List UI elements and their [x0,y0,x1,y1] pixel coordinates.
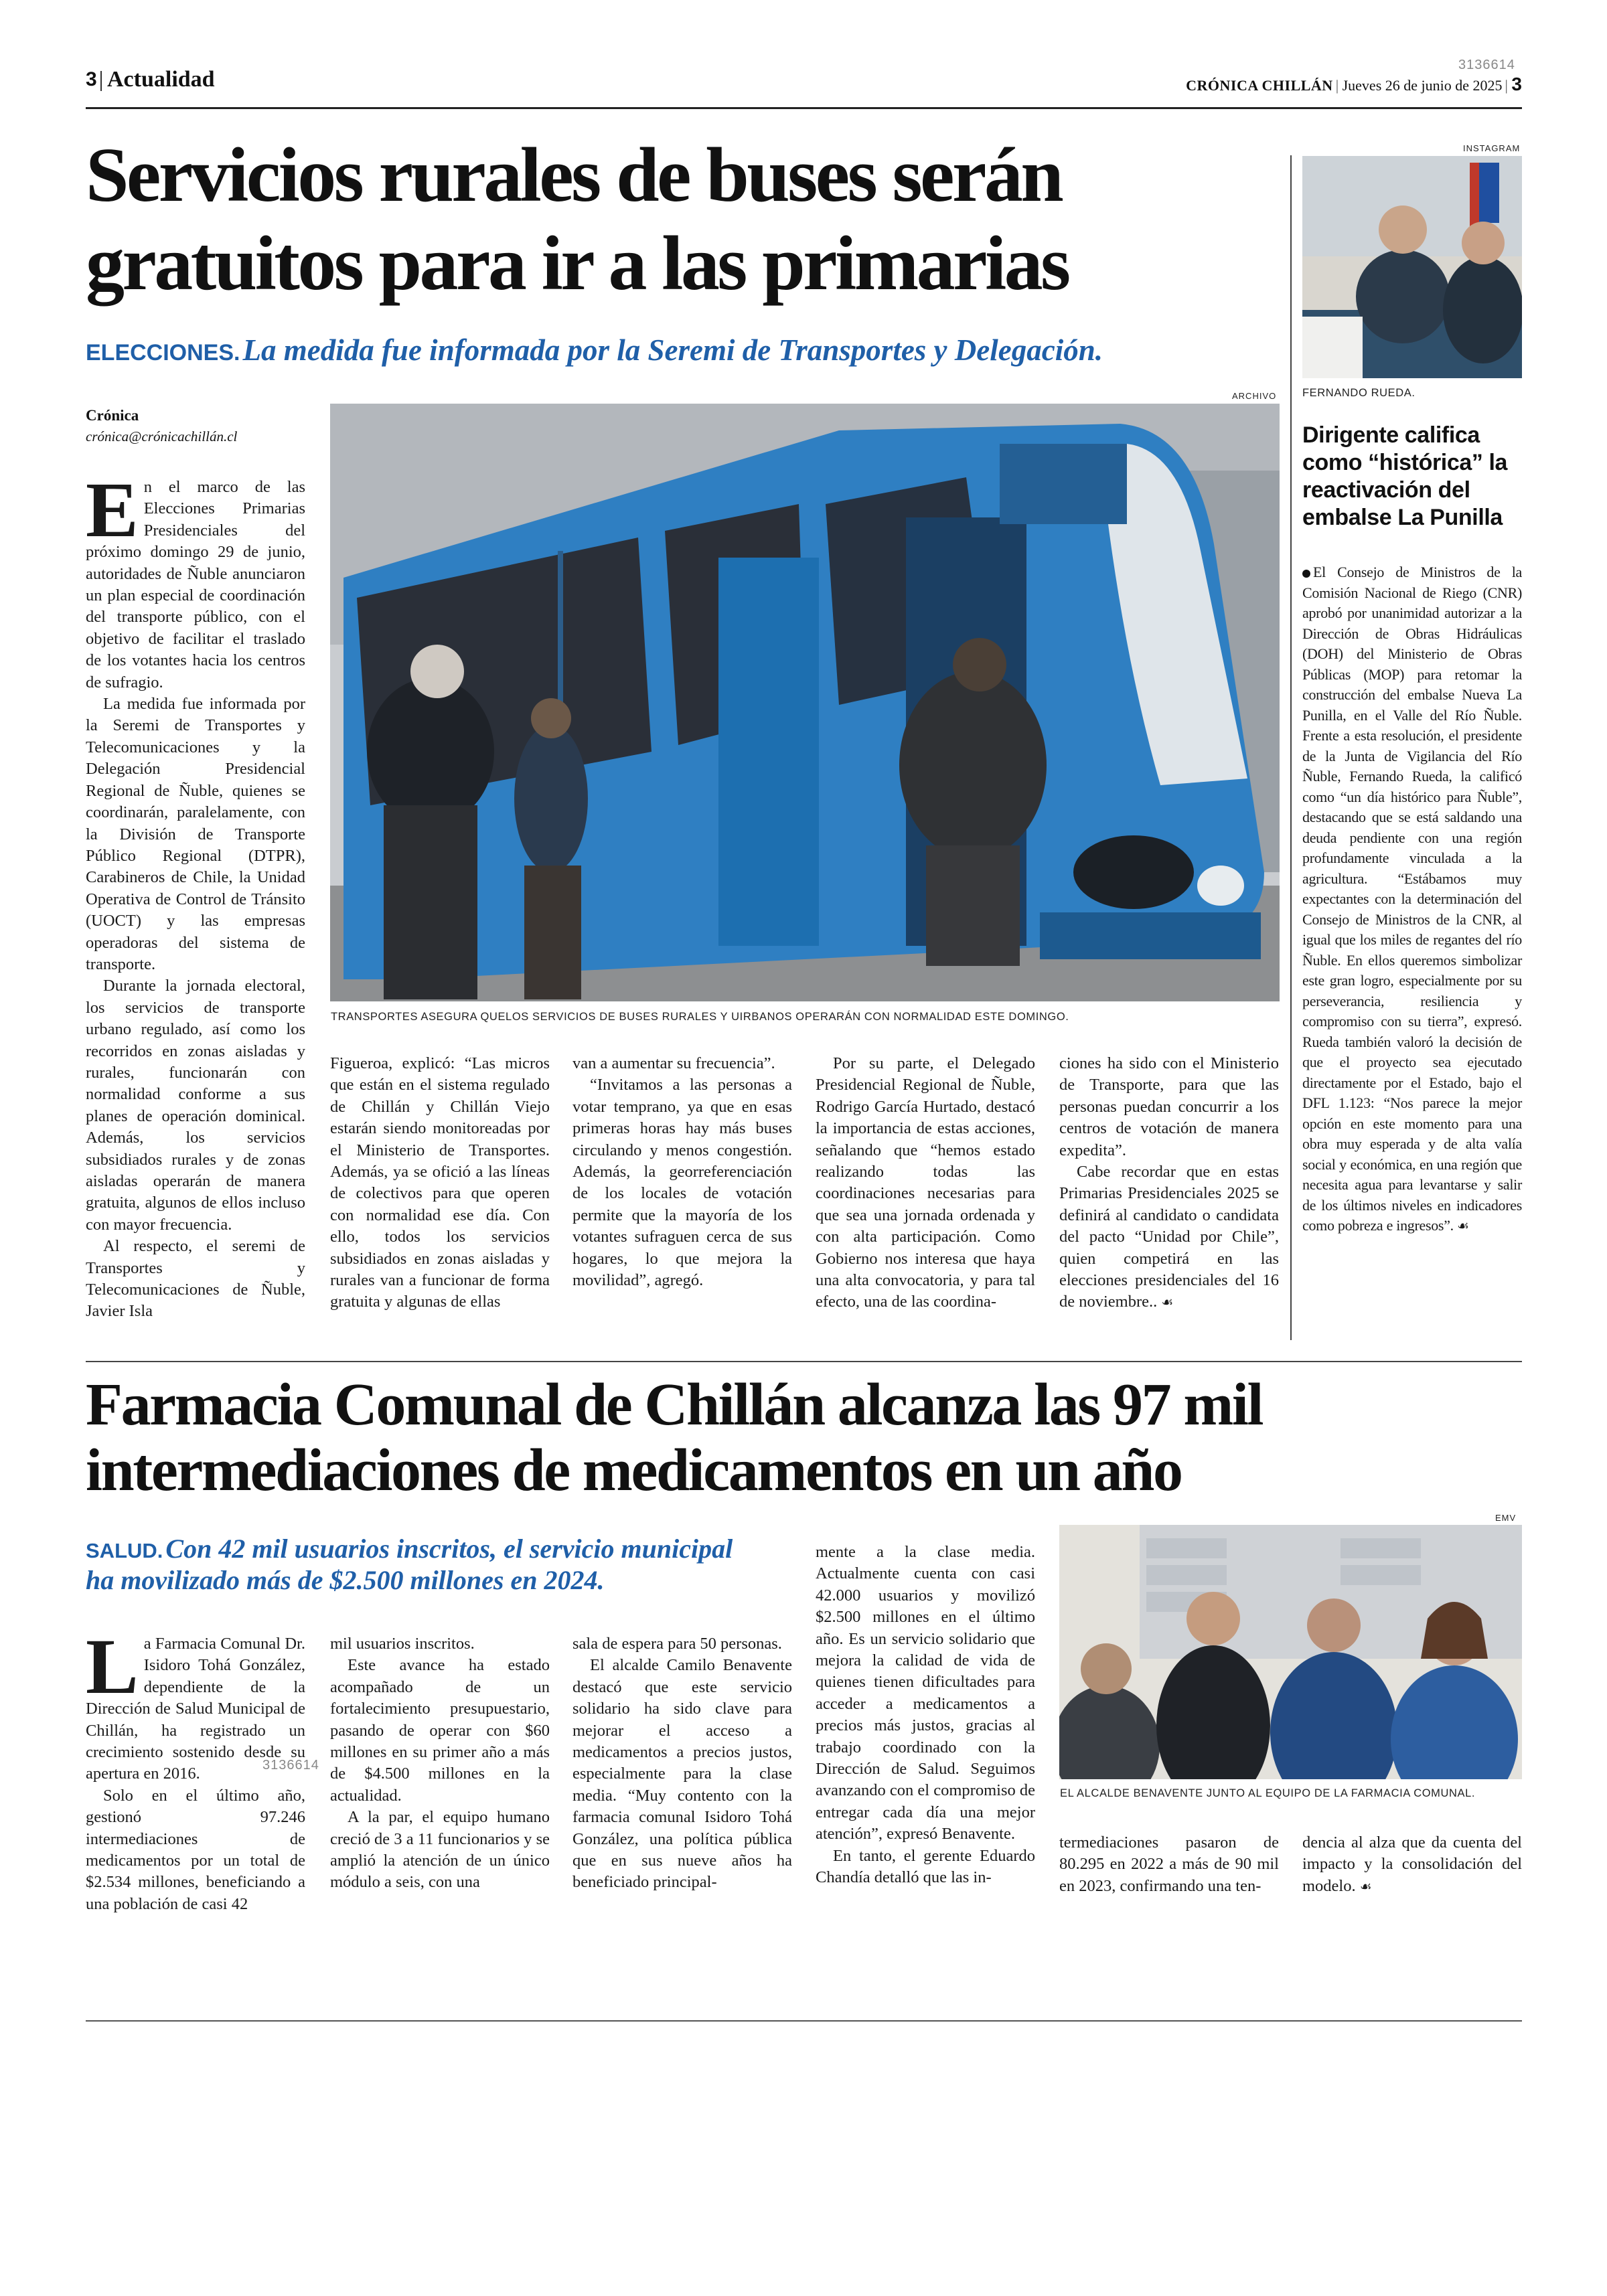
section-divider-rule [86,1361,1522,1362]
article2-col3 [572,1633,792,1894]
article2-col2-p2: Este avance ha estado acompañado de un fortalecimiento presupuestario, pasando de operar con $60 millones en su primer año a más de $4.500 millones en la actualidad. [330,1656,550,1805]
header-sep: | [1335,77,1343,94]
end-of-article-icon: ☙ [1359,1878,1372,1894]
byline-name: Crónica [86,407,139,424]
article1-headline-line1: Servicios rurales de buses serán [86,133,1062,218]
article2-col3-p2: El alcalde Camilo Benavente destacó que este servicio solidario ha sido clave para mejorar el acceso a medicamentos a precios justos, especialmente para la clase media. “Muy contento con la farmacia comunal Isidoro Tohá González, una política pública que en sus nueve años ha beneficiado principal- [572,1656,792,1892]
pharmacy-photo-caption: EL ALCALDE BENAVENTE JUNTO AL EQUIPO DE LA FARMACIA COMUNAL. [1060,1787,1476,1799]
article2-col6-p1: dencia al alza que da cuenta del impacto y la consolidación del modelo. ☙ [1302,1833,1522,1895]
bus-photo-credit: ARCHIVO [1232,391,1277,401]
sidebar-body [1302,562,1522,1236]
header-right [1186,74,1522,95]
sidebar-headline: Dirigente califica como “histórica” la reactivación del embalse La Punilla [1302,422,1508,530]
article1-col4 [816,1053,1035,1313]
article1-col5-p2: Cabe recordar que en estas Primarias Presidenciales 2025 se definirá al candidato o candidata del pacto “Unidad por Chile”, quien competirá en las elecciones presidenciales del 16 de noviembre.. ☙ [1059,1163,1279,1311]
article2-headline-line1: Farmacia Comunal de Chillán alcanza las 97 mil [86,1372,1263,1438]
article1-col3-p1: van a aumentar su frecuencia”. [572,1054,775,1072]
article1-col3-p2: “Invitamos a las personas a votar temprano, ya que en esas primeras horas hay más buses circulando y menos congestión. Además, la georreferenciación de los locales de votación permite que la mayoría de los votantes sufraguen cerca de sus hogares, lo que mejora la movilidad”, agregó. [572,1076,792,1290]
article2-p2: Solo en el último año, gestionó 97.246 intermediaciones de medicamentos por un total de $2.534 millones, beneficiando a una población de casi 42 [86,1786,305,1913]
article2-col5-p1: termediaciones pasaron de 80.295 en 2022 a más de 90 mil en 2023, confirmando una ten- [1059,1833,1279,1895]
article1-p2: La medida fue informada por la Seremi de Transportes y Telecomunicaciones y la Delegación Presidencial Regional de Ñuble, quienes se coordinarán, paralelamente, con la División de Transporte Público Regional (DTPR), Carabineros de Chile, la Unidad Operativa de Control de Tránsito (UOCT) y las empresas operadoras del sistema de transporte. [86,695,305,973]
section-name: Actualidad [107,67,215,92]
article1-col1 [86,466,305,1323]
article2-kicker: SALUD. [86,1539,163,1562]
article2-col2-p1: mil usuarios inscritos. [330,1635,475,1653]
page-number-left: 3 [86,68,97,90]
header-rule [86,107,1522,109]
pharmacy-image [1059,1525,1522,1779]
page-stamp: 3136614 [262,1758,319,1773]
sidebar-photo-credit: INSTAGRAM [1463,143,1521,153]
article2-col4-p1: mente a la clase media. Actualmente cuenta con casi 42.000 usuarios y movilizó $2.500 millones en el último año. Es un servicio solidario que mejora la calidad de vida de quienes tienen dificultades para acceder a medicamentos a precios más justos, gracias al trabajo coordinado con la Dirección de Salud. Seguimos avanzando con el compromiso de entregar cada día una mejor atención”, expresó Benavente. [816,1543,1035,1843]
drop-cap-e: E [86,466,139,554]
article1-p3: Durante la jornada electoral, los servicios de transporte urbano regulado, así como los recorridos en zonas aisladas y rurales, funcionarán con normalidad conforme a sus planes de operación dominical. Además, los servicios subsidiados rurales y de zonas aisladas operarán de manera gratuita, algunos de ellos incluso con mayor frecuencia. [86,977,305,1234]
pharmacy-photo-credit: EMV [1495,1513,1517,1523]
article1-byline [86,407,287,445]
article1-deck [86,333,1284,367]
article1-col3 [572,1053,792,1291]
bus-image [330,404,1280,1001]
issue-date: Jueves 26 de junio de 2025 [1342,77,1503,94]
article2-deck-line1: Con 42 mil usuarios inscritos, el servicio municipal [165,1534,733,1564]
article1-kicker: ELECCIONES. [86,340,240,365]
bus-photo [330,404,1280,1001]
page-header [86,58,1522,98]
article2-col5 [1059,1832,1279,1897]
header-sep2: | [1505,77,1512,94]
article2-col4-p2: En tanto, el gerente Eduardo Chandía detalló que las in- [816,1846,1035,1887]
sidebar-paragraph: El Consejo de Ministros de la Comisión Nacional de Riego (CNR) aprobó por unanimidad autorizar a la Dirección de Obras Hidráulicas (DOH) del Ministerio de Obras Públicas (MOP) para retomar la construcción del embalse Nueva La Punilla, en el Valle del Río Ñuble. Frente a esta resolución, el presidente de la Junta de Vigilancia del Río Ñuble, Fernando Rueda, la calificó como “un día histórico para Ñuble”, destacando que se está saldando una deuda pendiente con una región profundamente vinculada a la agricultura. “Estábamos muy expectantes con la determinación del Consejo de Ministros de la CNR, al igual que los miles de regantes del río Ñuble. En ellos queremos simbolizar este gran logro, especialmente por su perseverancia, resiliencia y compromiso con su tierra”, expresó. Rueda también valoró la decisión de que el proyecto sea ejecutado directamente por el Estado, bajo el DFL 1.123: “Nos parece la mejor opción en este momento para una obra muy esperada y de alta valía social y económica, en una región que necesita agua para levantarse y salir de los últimos niveles en indicadores como pobreza e ingresos”. ☙ [1302,564,1522,1234]
end-of-article-icon: ☙ [1457,1218,1469,1234]
sidebar-vertical-rule [1290,155,1292,1340]
article2-deck [86,1533,795,1596]
article2-col2-p3: A la par, el equipo humano creció de 3 a 11 funcionarios y se amplió la atención de un único módulo a seis, con una [330,1808,550,1892]
header-stamp: 3136614 [1458,58,1515,72]
article1-col4-p1: Por su parte, el Delegado Presidencial Regional de Ñuble, Rodrigo García Hurtado, destacó la importancia de estas acciones, señalando que “hemos estado realizando todas las coordinaciones necesarias para que sea una jornada ordenada y con alta participación. Como Gobierno nos interesa que haya una alta convocatoria, y para tal efecto, una de las coordina- [816,1054,1035,1311]
article1-col2 [330,1053,550,1313]
article2-col1 [86,1623,305,1915]
article1-col2-text: Figueroa, explicó: “Las micros que están en el sistema regulado de Chillán y Chillán Viejo estarán siendo monitoreadas por el Ministerio de Transportes. Además, ya se ofició a las líneas de colectivos para que operen con normalidad ese día. Con ello, todos los servicios subsidiados en zonas aisladas y rurales van a funcionar de forma gratuita y algunas de ellas [330,1054,550,1311]
article2-deck-line1-wrap [86,1533,795,1564]
article1-col5 [1059,1053,1279,1313]
article2-col6 [1302,1832,1522,1897]
article2-deck-line2: ha movilizado más de $2.500 millones en 2024. [86,1565,605,1595]
article2-col3-p1: sala de espera para 50 personas. [572,1635,782,1653]
article2-headline-line2: intermediaciones de medicamentos en un año [86,1437,1182,1503]
sidebar-photo-caption: FERNANDO RUEDA. [1302,387,1415,399]
end-of-article-icon: ☙ [1161,1294,1174,1311]
page-number-right: 3 [1511,74,1522,94]
byline-email: crónica@crónicachillán.cl [86,428,238,444]
article1-p4: Al respecto, el seremi de Transportes y Telecomunicaciones de Ñuble, Javier Isla [86,1237,305,1321]
bus-photo-caption: TRANSPORTES ASEGURA QUELOS SERVICIOS DE BUSES RURALES Y UIRBANOS OPERARÁN CON NORMALIDAD ESTE DOMINGO. [331,1011,1069,1023]
article2-col4 [816,1542,1035,1889]
header-divider [100,71,102,91]
bottom-rule [86,2020,1522,2022]
article1-p1: En el marco de las Elecciones Primarias Presidenciales del próximo domingo 29 de junio, autoridades de Ñuble anunciaron un plan especial de coordinación del transporte público, con el objetivo de facilitar el traslado de los votantes hacia los centros de sufragio. [86,466,305,691]
article2-p1: La Farmacia Comunal Dr. Isidoro Tohá González, dependiente de la Dirección de Salud Municipal de Chillán, ha registrado un crecimiento sostenido desde su apertura en 2016. [86,1623,305,1783]
pharmacy-photo [1059,1525,1522,1779]
article2-col2 [330,1633,550,1894]
article1-deck-text: La medida fue informada por la Seremi de Transportes y Delegación. [242,333,1103,367]
sidebar-photo [1302,156,1522,378]
rueda-image [1302,156,1522,378]
paper-name: CRÓNICA CHILLÁN [1186,77,1333,94]
drop-cap-l: L [86,1623,139,1710]
article1-col5-p1: ciones ha sido con el Ministerio de Transporte, para que las personas puedan concurrir a los centros de votación de manera expedita”. [1059,1054,1279,1159]
bullet-icon [1302,570,1310,578]
article1-headline-line2: gratuitos para ir a las primarias [86,221,1069,307]
